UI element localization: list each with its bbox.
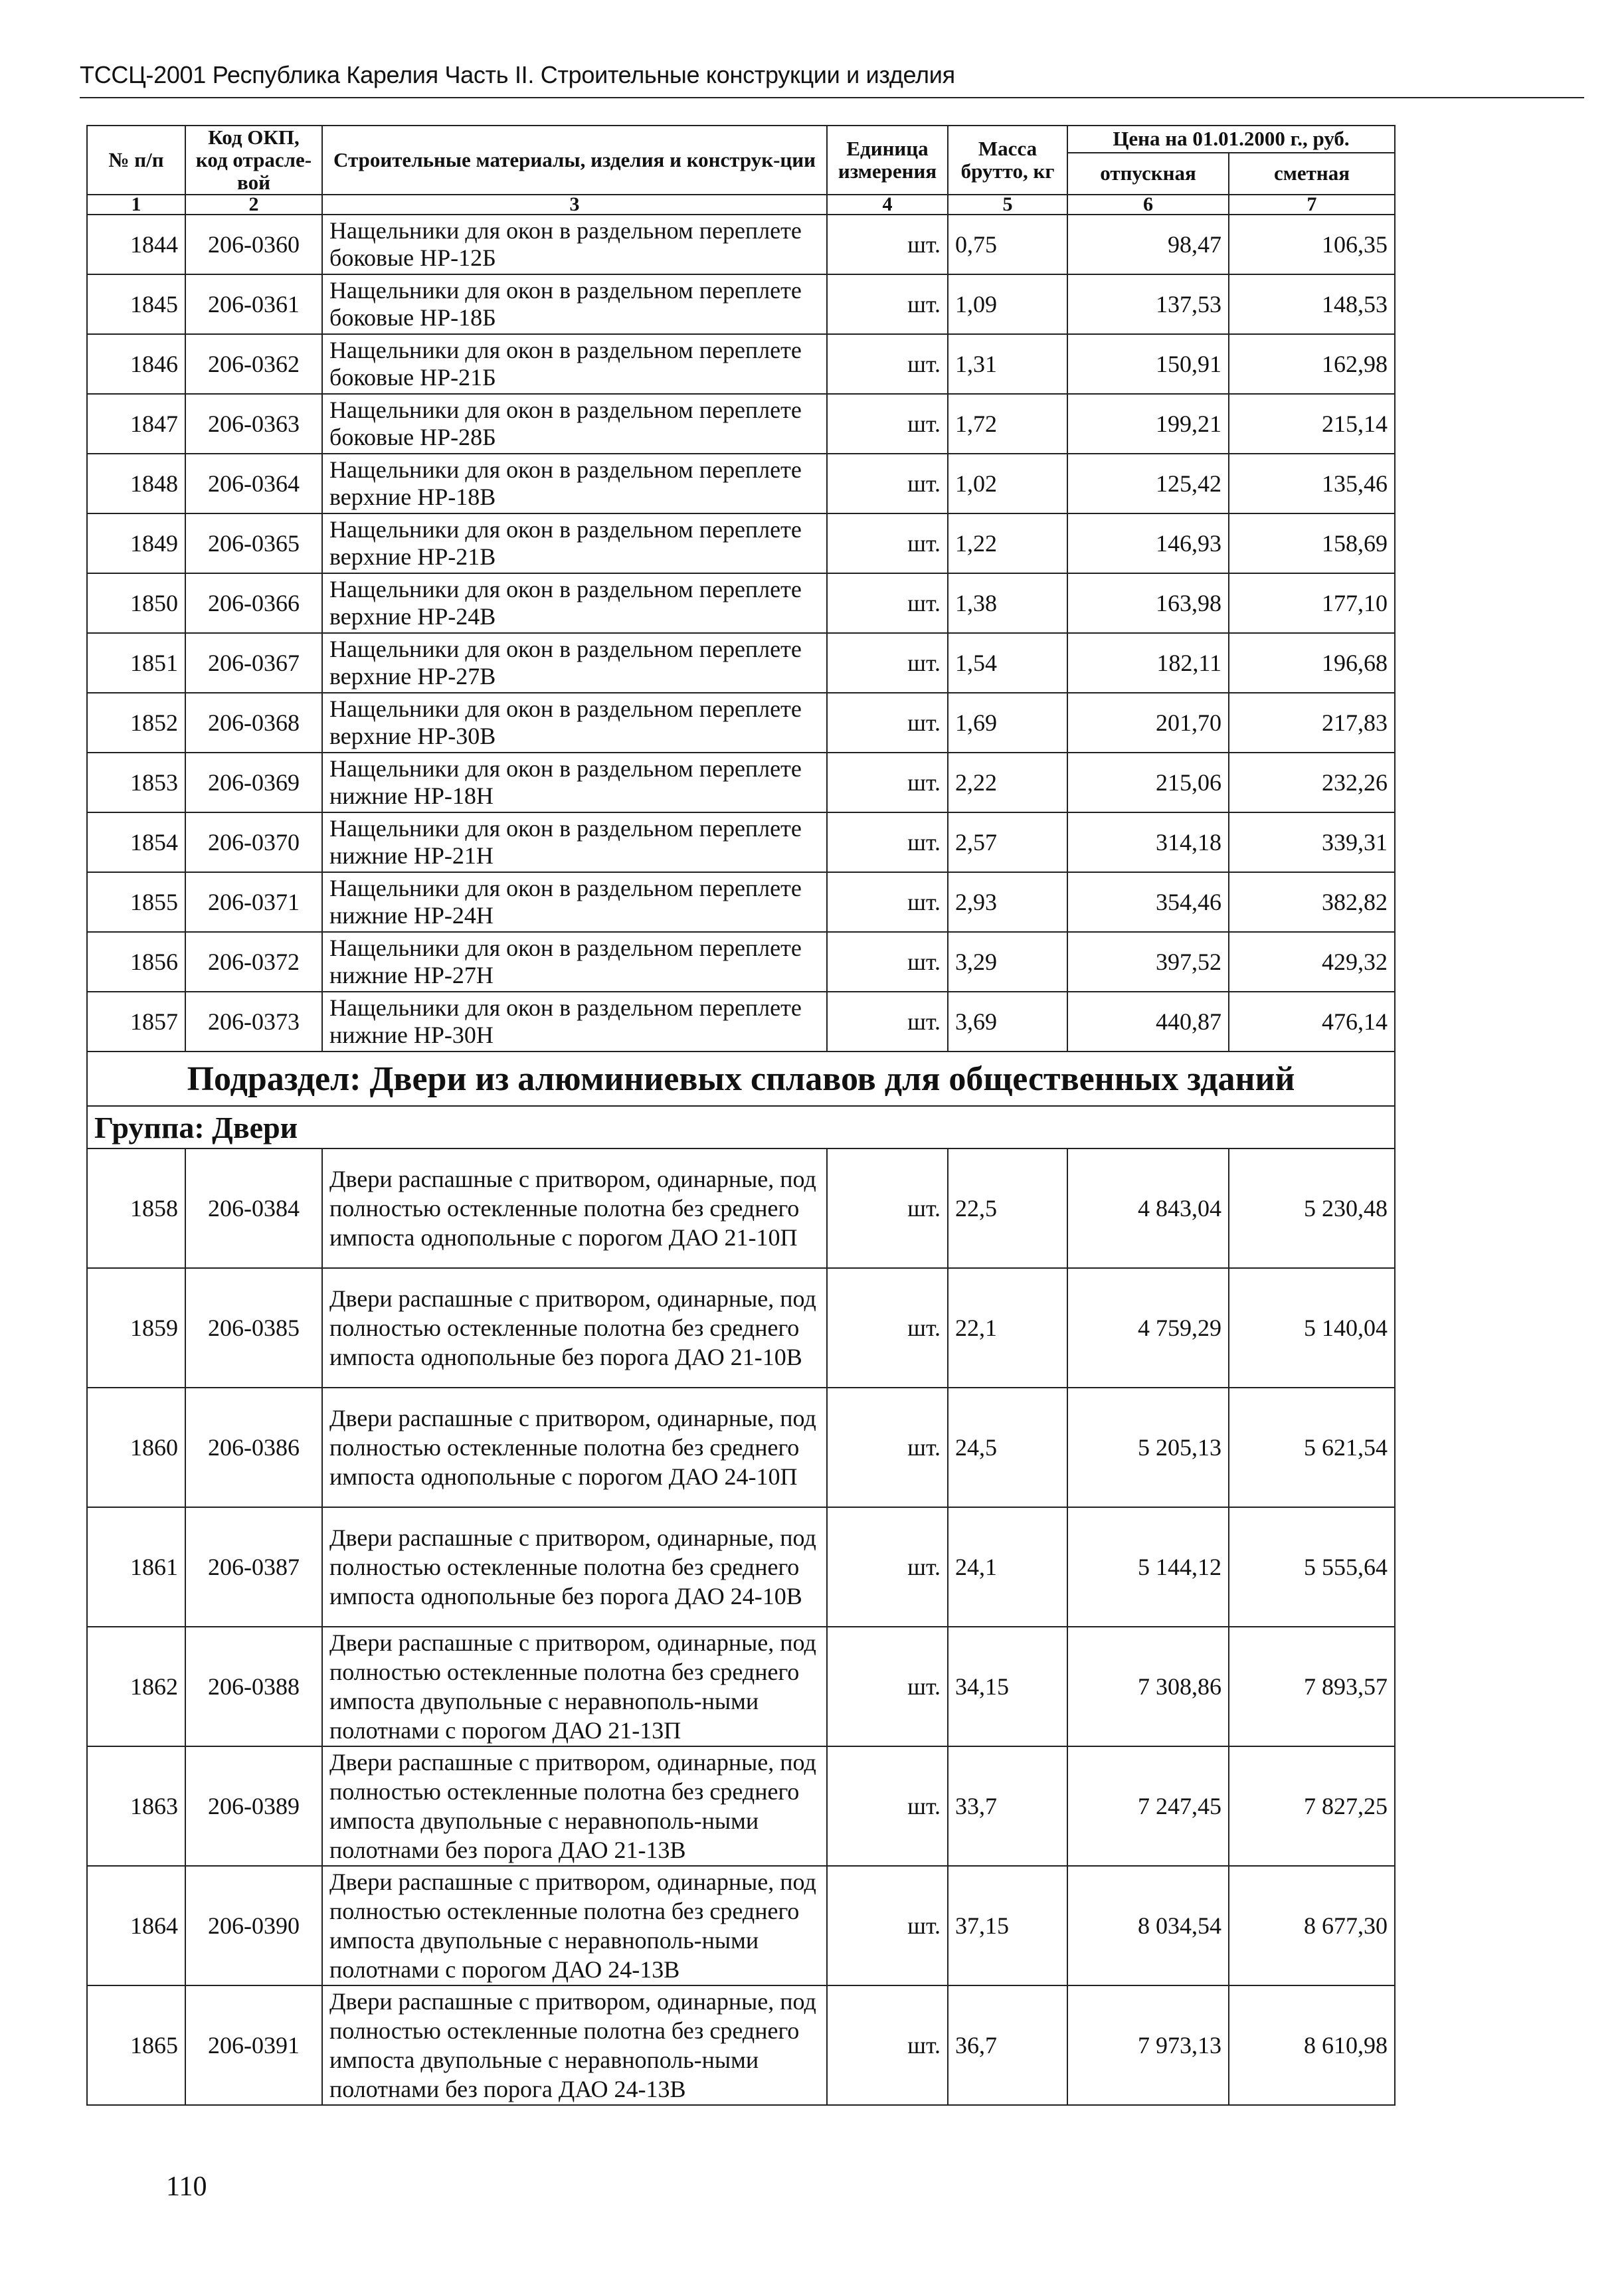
mass-cell: 33,7 — [948, 1746, 1067, 1866]
release-price-cell: 5 205,13 — [1067, 1388, 1229, 1507]
mass-cell: 34,15 — [948, 1627, 1067, 1746]
okp-code-cell: 206-0384 — [185, 1148, 322, 1268]
table-row — [87, 753, 1395, 812]
okp-code-cell: 206-0365 — [185, 513, 322, 573]
unit-cell: шт. — [827, 1148, 948, 1268]
table-row — [87, 454, 1395, 513]
unit-cell: шт. — [827, 215, 948, 274]
table-row — [87, 992, 1395, 1052]
row-number-cell: 1852 — [87, 693, 185, 753]
row-number-cell: 1848 — [87, 454, 185, 513]
col-unit-header: Единица измерения — [827, 126, 948, 195]
mass-cell: 22,1 — [948, 1268, 1067, 1388]
item-name-cell: Двери распашные с притвором, одинарные, под полностью остекленные полотна без среднего импоста двупольные с неравнополь-ными полотнами без порога ДАО 24-13В — [322, 1985, 827, 2105]
table-row — [87, 274, 1395, 334]
mass-cell: 2,57 — [948, 812, 1067, 872]
okp-code-cell: 206-0363 — [185, 394, 322, 454]
col-mass-header: Масса брутто, кг — [948, 126, 1067, 195]
item-name-cell: Нащельники для окон в раздельном переплете верхние НР-24В — [322, 573, 827, 633]
col-estimate-price-header: сметная — [1229, 153, 1395, 195]
release-price-cell: 182,11 — [1067, 633, 1229, 693]
column-number-row — [87, 195, 1395, 215]
table-row — [87, 1627, 1395, 1746]
column-number-cell: 7 — [1229, 195, 1395, 215]
mass-cell: 3,69 — [948, 992, 1067, 1052]
page-number: 110 — [166, 2171, 207, 2202]
table-body-a — [87, 215, 1395, 1052]
item-name-cell: Двери распашные с притвором, одинарные, под полностью остекленные полотна без среднего импоста двупольные с неравнополь-ными полотнами с порогом ДАО 24-13В — [322, 1866, 827, 1985]
okp-code-cell: 206-0391 — [185, 1985, 322, 2105]
item-name-cell: Нащельники для окон в раздельном переплете боковые НР-28Б — [322, 394, 827, 454]
row-number-cell: 1857 — [87, 992, 185, 1052]
col-price-group-header: Цена на 01.01.2000 г., руб. — [1067, 126, 1395, 153]
row-number-cell: 1851 — [87, 633, 185, 693]
row-number-cell: 1860 — [87, 1388, 185, 1507]
unit-cell: шт. — [827, 394, 948, 454]
unit-cell: шт. — [827, 454, 948, 513]
release-price-cell: 8 034,54 — [1067, 1866, 1229, 1985]
item-name-cell: Двери распашные с притвором, одинарные, под полностью остекленные полотна без среднего импоста однопольные с порогом ДАО 21-10П — [322, 1148, 827, 1268]
estimate-price-cell: 382,82 — [1229, 872, 1395, 932]
okp-code-cell: 206-0362 — [185, 334, 322, 394]
estimate-price-cell: 106,35 — [1229, 215, 1395, 274]
col-release-price-header: отпускная — [1067, 153, 1229, 195]
okp-code-cell: 206-0367 — [185, 633, 322, 693]
table-head — [87, 126, 1395, 215]
estimate-price-cell: 5 621,54 — [1229, 1388, 1395, 1507]
estimate-price-cell: 162,98 — [1229, 334, 1395, 394]
page-header: ТССЦ-2001 Республика Карелия Часть II. Строительные конструкции и изделия — [80, 61, 955, 88]
item-name-cell: Нащельники для окон в раздельном переплете нижние НР-24Н — [322, 872, 827, 932]
estimate-price-cell: 8 610,98 — [1229, 1985, 1395, 2105]
estimate-price-cell: 8 677,30 — [1229, 1866, 1395, 1985]
release-price-cell: 137,53 — [1067, 274, 1229, 334]
row-number-cell: 1850 — [87, 573, 185, 633]
unit-cell: шт. — [827, 1866, 948, 1985]
unit-cell: шт. — [827, 693, 948, 753]
mass-cell: 1,09 — [948, 274, 1067, 334]
item-name-cell: Нащельники для окон в раздельном переплете верхние НР-18В — [322, 454, 827, 513]
table-row — [87, 812, 1395, 872]
unit-cell: шт. — [827, 812, 948, 872]
release-price-cell: 5 144,12 — [1067, 1507, 1229, 1627]
table-row — [87, 932, 1395, 992]
unit-cell: шт. — [827, 1985, 948, 2105]
release-price-cell: 98,47 — [1067, 215, 1229, 274]
okp-code-cell: 206-0373 — [185, 992, 322, 1052]
column-number-cell: 1 — [87, 195, 185, 215]
estimate-price-cell: 217,83 — [1229, 693, 1395, 753]
okp-code-cell: 206-0366 — [185, 573, 322, 633]
row-number-cell: 1856 — [87, 932, 185, 992]
row-number-cell: 1858 — [87, 1148, 185, 1268]
group-title: Группа: Двери — [87, 1106, 1395, 1148]
row-number-cell: 1849 — [87, 513, 185, 573]
estimate-price-cell: 5 230,48 — [1229, 1148, 1395, 1268]
item-name-cell: Нащельники для окон в раздельном переплете боковые НР-21Б — [322, 334, 827, 394]
okp-code-cell: 206-0369 — [185, 753, 322, 812]
release-price-cell: 150,91 — [1067, 334, 1229, 394]
item-name-cell: Двери распашные с притвором, одинарные, под полностью остекленные полотна без среднего импоста однопольные без порога ДАО 24-10В — [322, 1507, 827, 1627]
unit-cell: шт. — [827, 1507, 948, 1627]
okp-code-cell: 206-0370 — [185, 812, 322, 872]
okp-code-cell: 206-0387 — [185, 1507, 322, 1627]
table-row — [87, 1985, 1395, 2105]
estimate-price-cell: 148,53 — [1229, 274, 1395, 334]
okp-code-cell: 206-0364 — [185, 454, 322, 513]
release-price-cell: 199,21 — [1067, 394, 1229, 454]
unit-cell: шт. — [827, 334, 948, 394]
row-number-cell: 1865 — [87, 1985, 185, 2105]
unit-cell: шт. — [827, 1268, 948, 1388]
release-price-cell: 163,98 — [1067, 573, 1229, 633]
estimate-price-cell: 135,46 — [1229, 454, 1395, 513]
mass-cell: 1,72 — [948, 394, 1067, 454]
row-number-cell: 1861 — [87, 1507, 185, 1627]
release-price-cell: 4 843,04 — [1067, 1148, 1229, 1268]
table-row — [87, 394, 1395, 454]
release-price-cell: 4 759,29 — [1067, 1268, 1229, 1388]
unit-cell: шт. — [827, 1388, 948, 1507]
header-rule — [80, 97, 1584, 98]
okp-code-cell: 206-0360 — [185, 215, 322, 274]
table-row — [87, 573, 1395, 633]
unit-cell: шт. — [827, 992, 948, 1052]
table-row — [87, 872, 1395, 932]
okp-code-cell: 206-0390 — [185, 1866, 322, 1985]
item-name-cell: Двери распашные с притвором, одинарные, под полностью остекленные полотна без среднего импоста однопольные с порогом ДАО 24-10П — [322, 1388, 827, 1507]
table-row — [87, 633, 1395, 693]
row-number-cell: 1853 — [87, 753, 185, 812]
row-number-cell: 1846 — [87, 334, 185, 394]
section-block — [87, 1052, 1395, 1148]
row-number-cell: 1855 — [87, 872, 185, 932]
item-name-cell: Двери распашные с притвором, одинарные, под полностью остекленные полотна без среднего импоста двупольные с неравнополь-ными полотнами без порога ДАО 21-13В — [322, 1746, 827, 1866]
table-row — [87, 1148, 1395, 1268]
table-row — [87, 1268, 1395, 1388]
mass-cell: 1,02 — [948, 454, 1067, 513]
okp-code-cell: 206-0361 — [185, 274, 322, 334]
mass-cell: 0,75 — [948, 215, 1067, 274]
unit-cell: шт. — [827, 573, 948, 633]
release-price-cell: 440,87 — [1067, 992, 1229, 1052]
unit-cell: шт. — [827, 932, 948, 992]
col-num-header: № п/п — [87, 126, 185, 195]
table-row — [87, 1746, 1395, 1866]
estimate-price-cell: 196,68 — [1229, 633, 1395, 693]
table-row — [87, 1507, 1395, 1627]
estimate-price-cell: 5 140,04 — [1229, 1268, 1395, 1388]
okp-code-cell: 206-0368 — [185, 693, 322, 753]
mass-cell: 1,69 — [948, 693, 1067, 753]
table-row — [87, 334, 1395, 394]
item-name-cell: Нащельники для окон в раздельном переплете верхние НР-30В — [322, 693, 827, 753]
column-number-cell: 2 — [185, 195, 322, 215]
item-name-cell: Двери распашные с притвором, одинарные, под полностью остекленные полотна без среднего импоста однопольные без порога ДАО 21-10В — [322, 1268, 827, 1388]
release-price-cell: 7 247,45 — [1067, 1746, 1229, 1866]
row-number-cell: 1844 — [87, 215, 185, 274]
estimate-price-cell: 158,69 — [1229, 513, 1395, 573]
item-name-cell: Двери распашные с притвором, одинарные, под полностью остекленные полотна без среднего импоста двупольные с неравнополь-ными полотнами с порогом ДАО 21-13П — [322, 1627, 827, 1746]
table-row — [87, 1388, 1395, 1507]
table-row — [87, 693, 1395, 753]
mass-cell: 1,54 — [948, 633, 1067, 693]
okp-code-cell: 206-0389 — [185, 1746, 322, 1866]
row-number-cell: 1864 — [87, 1866, 185, 1985]
row-number-cell: 1847 — [87, 394, 185, 454]
mass-cell: 1,31 — [948, 334, 1067, 394]
unit-cell: шт. — [827, 872, 948, 932]
column-number-cell: 5 — [948, 195, 1067, 215]
item-name-cell: Нащельники для окон в раздельном переплете верхние НР-21В — [322, 513, 827, 573]
mass-cell: 24,5 — [948, 1388, 1067, 1507]
unit-cell: шт. — [827, 274, 948, 334]
row-number-cell: 1862 — [87, 1627, 185, 1746]
mass-cell: 2,22 — [948, 753, 1067, 812]
release-price-cell: 7 973,13 — [1067, 1985, 1229, 2105]
row-number-cell: 1859 — [87, 1268, 185, 1388]
release-price-cell: 201,70 — [1067, 693, 1229, 753]
estimate-price-cell: 7 827,25 — [1229, 1746, 1395, 1866]
mass-cell: 36,7 — [948, 1985, 1067, 2105]
okp-code-cell: 206-0385 — [185, 1268, 322, 1388]
unit-cell: шт. — [827, 753, 948, 812]
row-number-cell: 1845 — [87, 274, 185, 334]
estimate-price-cell: 5 555,64 — [1229, 1507, 1395, 1627]
estimate-price-cell: 476,14 — [1229, 992, 1395, 1052]
unit-cell: шт. — [827, 513, 948, 573]
estimate-price-cell: 215,14 — [1229, 394, 1395, 454]
item-name-cell: Нащельники для окон в раздельном переплете нижние НР-30Н — [322, 992, 827, 1052]
table-row — [87, 215, 1395, 274]
estimate-price-cell: 7 893,57 — [1229, 1627, 1395, 1746]
item-name-cell: Нащельники для окон в раздельном переплете нижние НР-18Н — [322, 753, 827, 812]
mass-cell: 37,15 — [948, 1866, 1067, 1985]
row-number-cell: 1854 — [87, 812, 185, 872]
okp-code-cell: 206-0371 — [185, 872, 322, 932]
release-price-cell: 397,52 — [1067, 932, 1229, 992]
section-title: Подраздел: Двери из алюминиевых сплавов для общественных зданий — [87, 1052, 1395, 1106]
unit-cell: шт. — [827, 1746, 948, 1866]
estimate-price-cell: 232,26 — [1229, 753, 1395, 812]
item-name-cell: Нащельники для окон в раздельном переплете верхние НР-27В — [322, 633, 827, 693]
estimate-price-cell: 177,10 — [1229, 573, 1395, 633]
mass-cell: 2,93 — [948, 872, 1067, 932]
mass-cell: 1,22 — [948, 513, 1067, 573]
mass-cell: 3,29 — [948, 932, 1067, 992]
release-price-cell: 215,06 — [1067, 753, 1229, 812]
col-name-header: Строительные материалы, изделия и конструк-ции — [322, 126, 827, 195]
okp-code-cell: 206-0372 — [185, 932, 322, 992]
mass-cell: 22,5 — [948, 1148, 1067, 1268]
release-price-cell: 314,18 — [1067, 812, 1229, 872]
estimate-price-cell: 339,31 — [1229, 812, 1395, 872]
col-code-header: Код ОКП, код отрасле-вой — [185, 126, 322, 195]
release-price-cell: 7 308,86 — [1067, 1627, 1229, 1746]
price-table — [86, 125, 1396, 2106]
table-row — [87, 1866, 1395, 1985]
mass-cell: 1,38 — [948, 573, 1067, 633]
unit-cell: шт. — [827, 1627, 948, 1746]
item-name-cell: Нащельники для окон в раздельном переплете боковые НР-12Б — [322, 215, 827, 274]
mass-cell: 24,1 — [948, 1507, 1067, 1627]
row-number-cell: 1863 — [87, 1746, 185, 1866]
okp-code-cell: 206-0388 — [185, 1627, 322, 1746]
release-price-cell: 125,42 — [1067, 454, 1229, 513]
table-row — [87, 513, 1395, 573]
estimate-price-cell: 429,32 — [1229, 932, 1395, 992]
column-number-cell: 3 — [322, 195, 827, 215]
okp-code-cell: 206-0386 — [185, 1388, 322, 1507]
unit-cell: шт. — [827, 633, 948, 693]
item-name-cell: Нащельники для окон в раздельном переплете боковые НР-18Б — [322, 274, 827, 334]
item-name-cell: Нащельники для окон в раздельном переплете нижние НР-21Н — [322, 812, 827, 872]
release-price-cell: 354,46 — [1067, 872, 1229, 932]
column-number-cell: 6 — [1067, 195, 1229, 215]
release-price-cell: 146,93 — [1067, 513, 1229, 573]
table-body-b — [87, 1148, 1395, 2105]
column-number-cell: 4 — [827, 195, 948, 215]
item-name-cell: Нащельники для окон в раздельном переплете нижние НР-27Н — [322, 932, 827, 992]
